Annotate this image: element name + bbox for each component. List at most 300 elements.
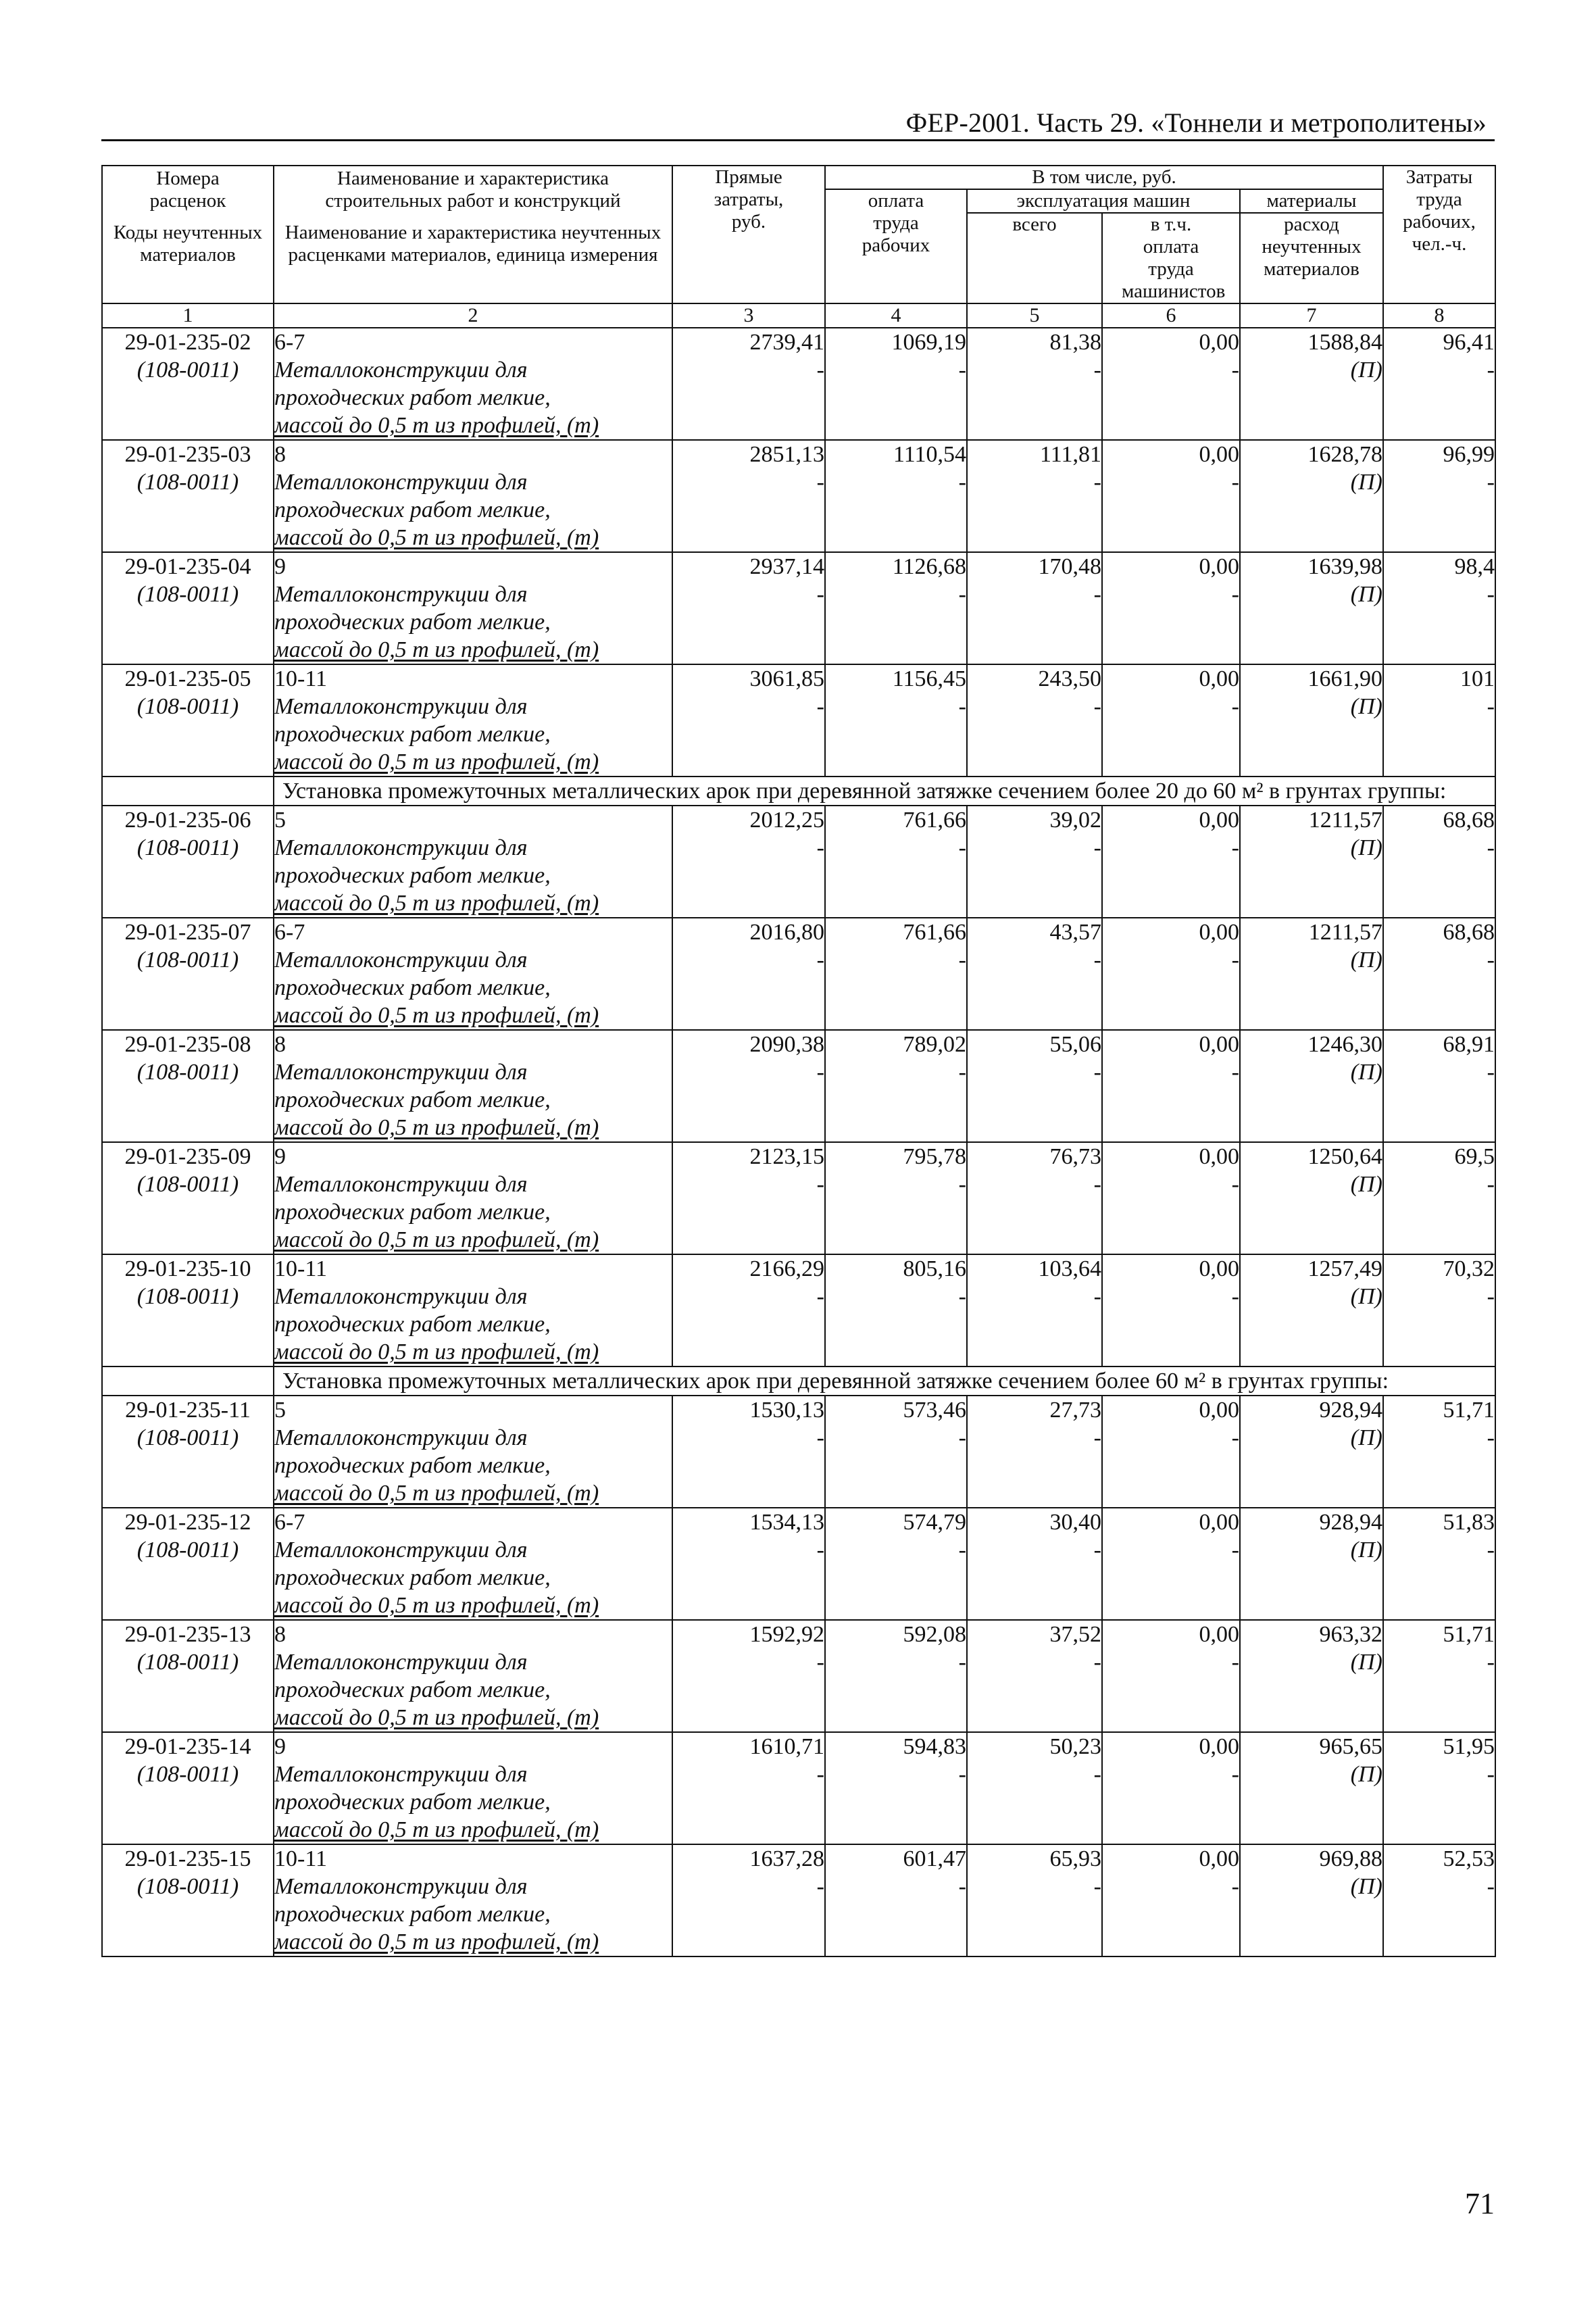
- rate-code-cell: [102, 328, 274, 440]
- rate-code-cell: [102, 440, 274, 552]
- material-code: (108-0011): [136, 1425, 239, 1450]
- rates-table: [101, 165, 1496, 1957]
- direct-costs: 1637,28: [749, 1846, 824, 1871]
- running-head: ФЕР-2001. Часть 29. «Тоннели и метрополитены»: [905, 107, 1487, 138]
- dash: -: [1487, 1425, 1495, 1450]
- description-cell: [274, 1844, 672, 1956]
- materials-cell: [1240, 440, 1383, 552]
- dash: -: [1231, 1284, 1239, 1309]
- header-col2-bottom: Наименование и характеристика неучтенных расценками материалов, единица измерения: [284, 222, 662, 266]
- operators-pay: 0,00: [1199, 1256, 1239, 1281]
- material-amount: (П): [1350, 1537, 1382, 1562]
- rate-code: 29-01-235-15: [124, 1846, 251, 1871]
- dash: -: [1487, 470, 1495, 495]
- machines-total-cell: [967, 1732, 1102, 1844]
- column-number: 5: [967, 303, 1102, 328]
- material-code: (108-0011): [136, 1537, 239, 1562]
- operators-pay-cell: [1102, 1142, 1240, 1254]
- description-cell: [274, 664, 672, 777]
- soil-group: 10-11: [274, 1256, 328, 1281]
- material-name: проходческих работ мелкие,: [274, 1200, 551, 1225]
- dash: -: [1487, 358, 1495, 383]
- materials-cell: [1240, 1030, 1383, 1142]
- material-amount: (П): [1350, 358, 1382, 383]
- page-number: 71: [1465, 2187, 1495, 2220]
- table-row: [102, 328, 1495, 440]
- direct-costs: 2012,25: [749, 808, 824, 833]
- material-name: Металлоконструкции для: [274, 358, 528, 383]
- materials-cost: 1639,98: [1307, 554, 1382, 579]
- table-row: [102, 1620, 1495, 1732]
- direct-costs: 1610,71: [749, 1734, 824, 1759]
- table-row: [102, 664, 1495, 777]
- materials-cost: 1211,57: [1308, 808, 1382, 833]
- machines-total: 81,38: [1049, 330, 1101, 355]
- direct-costs: 3061,85: [749, 666, 824, 691]
- material-name: Металлоконструкции для: [274, 1172, 528, 1197]
- dash: -: [816, 1537, 824, 1562]
- operators-pay-cell: [1102, 1508, 1240, 1620]
- machines-total-cell: [967, 328, 1102, 440]
- description-cell: [274, 1030, 672, 1142]
- description-cell: [274, 1620, 672, 1732]
- header-labor-pay: оплата труда рабочих: [825, 189, 967, 303]
- machines-total-cell: [967, 1844, 1102, 1956]
- materials-cell: [1240, 664, 1383, 777]
- material-amount: (П): [1350, 1172, 1382, 1197]
- section-heading-blank: [102, 777, 274, 806]
- labor-hours-cell: [1383, 1844, 1495, 1956]
- rate-code: 29-01-235-09: [124, 1144, 251, 1169]
- labor-hours: 68,68: [1443, 808, 1495, 833]
- dash: -: [1231, 358, 1239, 383]
- column-numbers-row: [102, 303, 1495, 328]
- labor-pay: 592,08: [903, 1622, 966, 1647]
- material-name: массой до 0,5 т из профилей, (т): [274, 1817, 599, 1842]
- material-name: Металлоконструкции для: [274, 1284, 528, 1309]
- operators-pay-cell: [1102, 552, 1240, 664]
- dash: -: [816, 1874, 824, 1899]
- dash: -: [1231, 1874, 1239, 1899]
- labor-hours: 70,32: [1443, 1256, 1495, 1281]
- dash: -: [1093, 470, 1101, 495]
- direct-costs-cell: [672, 1142, 825, 1254]
- material-name: массой до 0,5 т из профилей, (т): [274, 637, 599, 662]
- description-cell: [274, 1142, 672, 1254]
- dash: -: [1487, 1060, 1495, 1085]
- materials-cell: [1240, 1732, 1383, 1844]
- labor-hours-cell: [1383, 440, 1495, 552]
- header-operators-pay: в т.ч. оплата труда машинистов: [1102, 213, 1240, 303]
- dash: -: [816, 947, 824, 973]
- material-amount: (П): [1350, 470, 1382, 495]
- operators-pay: 0,00: [1199, 808, 1239, 833]
- dash: -: [1231, 694, 1239, 719]
- direct-costs-cell: [672, 1844, 825, 1956]
- table-body: [102, 328, 1495, 1956]
- labor-pay: 789,02: [903, 1032, 966, 1057]
- direct-costs: 1592,92: [749, 1622, 824, 1647]
- materials-cost: 1257,49: [1307, 1256, 1382, 1281]
- column-number: 1: [102, 303, 274, 328]
- material-code: (108-0011): [136, 1284, 239, 1309]
- table-row: [102, 1732, 1495, 1844]
- dash: -: [1487, 835, 1495, 860]
- dash: -: [1231, 1172, 1239, 1197]
- material-name: массой до 0,5 т из профилей, (т): [274, 525, 599, 550]
- table-row: [102, 1254, 1495, 1367]
- labor-pay: 1110,54: [893, 442, 966, 467]
- operators-pay-cell: [1102, 1254, 1240, 1367]
- operators-pay: 0,00: [1199, 1846, 1239, 1871]
- machines-total-cell: [967, 1396, 1102, 1508]
- material-name: Металлоконструкции для: [274, 947, 528, 973]
- materials-cost: 1246,30: [1307, 1032, 1382, 1057]
- header-materials: материалы: [1240, 189, 1383, 213]
- labor-hours: 69,5: [1454, 1144, 1495, 1169]
- material-name: проходческих работ мелкие,: [274, 497, 551, 522]
- material-code: (108-0011): [136, 1762, 239, 1787]
- soil-group: 8: [274, 442, 286, 467]
- operators-pay: 0,00: [1199, 442, 1239, 467]
- dash: -: [958, 1650, 966, 1675]
- dash: -: [1487, 1874, 1495, 1899]
- labor-pay-cell: [825, 1508, 967, 1620]
- rate-code-cell: [102, 1030, 274, 1142]
- direct-costs: 1534,13: [749, 1510, 824, 1535]
- operators-pay: 0,00: [1199, 666, 1239, 691]
- material-code: (108-0011): [136, 1060, 239, 1085]
- header-col2-top: Наименование и характеристика строительных работ и конструкций: [325, 168, 621, 212]
- labor-hours-cell: [1383, 1142, 1495, 1254]
- operators-pay-cell: [1102, 664, 1240, 777]
- labor-pay-cell: [825, 918, 967, 1030]
- material-code: (108-0011): [136, 358, 239, 383]
- direct-costs: 2090,38: [749, 1032, 824, 1057]
- direct-costs: 2166,29: [749, 1256, 824, 1281]
- table-row: [102, 1030, 1495, 1142]
- material-name: проходческих работ мелкие,: [274, 1790, 551, 1815]
- header-col1-bottom: Коды неучтенных материалов: [113, 222, 263, 266]
- description-cell: [274, 1508, 672, 1620]
- materials-cost: 965,65: [1319, 1734, 1382, 1759]
- rate-code: 29-01-235-14: [124, 1734, 251, 1759]
- machines-total-cell: [967, 1508, 1102, 1620]
- labor-pay-cell: [825, 1142, 967, 1254]
- operators-pay: 0,00: [1199, 554, 1239, 579]
- material-amount: (П): [1350, 1060, 1382, 1085]
- direct-costs: 2851,13: [749, 442, 824, 467]
- dash: -: [1487, 947, 1495, 973]
- material-name: массой до 0,5 т из профилей, (т): [274, 1339, 599, 1364]
- labor-hours: 51,83: [1443, 1510, 1495, 1535]
- description-cell: [274, 1396, 672, 1508]
- labor-hours-cell: [1383, 1620, 1495, 1732]
- materials-cell: [1240, 1508, 1383, 1620]
- material-name: Металлоконструкции для: [274, 582, 528, 607]
- rate-code-cell: [102, 1142, 274, 1254]
- dash: -: [958, 582, 966, 607]
- material-name: массой до 0,5 т из профилей, (т): [274, 1227, 599, 1252]
- labor-hours: 96,99: [1443, 442, 1495, 467]
- labor-pay: 574,79: [903, 1510, 966, 1535]
- dash: -: [1231, 1650, 1239, 1675]
- dash: -: [1093, 1874, 1101, 1899]
- material-code: (108-0011): [136, 947, 239, 973]
- description-cell: [274, 328, 672, 440]
- direct-costs-cell: [672, 1620, 825, 1732]
- labor-pay-cell: [825, 1844, 967, 1956]
- dash: -: [1093, 835, 1101, 860]
- dash: -: [958, 1537, 966, 1562]
- labor-pay: 1156,45: [892, 666, 966, 691]
- direct-costs-cell: [672, 1254, 825, 1367]
- dash: -: [816, 470, 824, 495]
- material-name: Металлоконструкции для: [274, 1650, 528, 1675]
- dash: -: [958, 1874, 966, 1899]
- labor-pay-cell: [825, 328, 967, 440]
- dash: -: [958, 470, 966, 495]
- dash: -: [958, 947, 966, 973]
- material-amount: (П): [1350, 1284, 1382, 1309]
- material-name: массой до 0,5 т из профилей, (т): [274, 1705, 599, 1730]
- materials-cell: [1240, 918, 1383, 1030]
- material-code: (108-0011): [136, 582, 239, 607]
- dash: -: [958, 1762, 966, 1787]
- dash: -: [816, 835, 824, 860]
- direct-costs: 2016,80: [749, 920, 824, 945]
- machines-total: 103,64: [1038, 1256, 1101, 1281]
- dash: -: [958, 1284, 966, 1309]
- section-heading: Установка промежуточных металлических арок при деревянной затяжке сечением более 20 до 60 м² в грунтах группы:: [274, 777, 1495, 806]
- direct-costs-cell: [672, 918, 825, 1030]
- machines-total: 50,23: [1049, 1734, 1101, 1759]
- section-heading-blank: [102, 1367, 274, 1396]
- operators-pay-cell: [1102, 918, 1240, 1030]
- material-name: проходческих работ мелкие,: [274, 1902, 551, 1927]
- material-name: проходческих работ мелкие,: [274, 1312, 551, 1337]
- materials-cost: 1588,84: [1307, 330, 1382, 355]
- dash: -: [958, 694, 966, 719]
- dash: -: [1487, 1172, 1495, 1197]
- labor-pay: 761,66: [903, 808, 966, 833]
- material-name: массой до 0,5 т из профилей, (т): [274, 749, 599, 774]
- dash: -: [1093, 1650, 1101, 1675]
- description-cell: [274, 440, 672, 552]
- materials-cost: 1250,64: [1307, 1144, 1382, 1169]
- dash: -: [1487, 1284, 1495, 1309]
- materials-cost: 1211,57: [1308, 920, 1382, 945]
- labor-pay: 761,66: [903, 920, 966, 945]
- dash: -: [1487, 1762, 1495, 1787]
- soil-group: 6-7: [274, 920, 305, 945]
- machines-total-cell: [967, 1030, 1102, 1142]
- operators-pay-cell: [1102, 806, 1240, 918]
- labor-hours: 51,95: [1443, 1734, 1495, 1759]
- material-name: массой до 0,5 т из профилей, (т): [274, 1481, 599, 1506]
- section-heading: Установка промежуточных металлических арок при деревянной затяжке сечением более 60 м² в грунтах группы:: [274, 1367, 1495, 1396]
- labor-pay-cell: [825, 1396, 967, 1508]
- table-row: [102, 1844, 1495, 1956]
- operators-pay-cell: [1102, 1620, 1240, 1732]
- labor-pay-cell: [825, 806, 967, 918]
- labor-pay-cell: [825, 552, 967, 664]
- material-name: Металлоконструкции для: [274, 470, 528, 495]
- material-amount: (П): [1350, 1650, 1382, 1675]
- material-name: Металлоконструкции для: [274, 1537, 528, 1562]
- labor-hours-cell: [1383, 1396, 1495, 1508]
- operators-pay-cell: [1102, 440, 1240, 552]
- header-unaccounted-materials: расход неучтенных материалов: [1240, 213, 1383, 303]
- materials-cell: [1240, 1254, 1383, 1367]
- rate-code: 29-01-235-07: [124, 920, 251, 945]
- material-code: (108-0011): [136, 835, 239, 860]
- labor-hours-cell: [1383, 918, 1495, 1030]
- dash: -: [816, 1060, 824, 1085]
- rate-code: 29-01-235-04: [124, 554, 251, 579]
- materials-cell: [1240, 1844, 1383, 1956]
- dash: -: [1231, 582, 1239, 607]
- material-name: проходческих работ мелкие,: [274, 610, 551, 635]
- labor-pay: 573,46: [903, 1398, 966, 1423]
- machines-total: 39,02: [1049, 808, 1101, 833]
- header-machines: эксплуатация машин: [967, 189, 1240, 213]
- material-name: массой до 0,5 т из профилей, (т): [274, 413, 599, 438]
- material-amount: (П): [1350, 1874, 1382, 1899]
- table-row: [102, 1142, 1495, 1254]
- labor-hours-cell: [1383, 1732, 1495, 1844]
- machines-total: 27,73: [1049, 1398, 1101, 1423]
- table-row: [102, 552, 1495, 664]
- rate-code: 29-01-235-13: [124, 1622, 251, 1647]
- labor-pay-cell: [825, 440, 967, 552]
- labor-pay: 601,47: [903, 1846, 966, 1871]
- table-row: [102, 1396, 1495, 1508]
- labor-hours-cell: [1383, 664, 1495, 777]
- soil-group: 10-11: [274, 1846, 328, 1871]
- operators-pay: 0,00: [1199, 1622, 1239, 1647]
- direct-costs-cell: [672, 1030, 825, 1142]
- soil-group: 5: [274, 808, 286, 833]
- header-direct-costs: Прямые затраты, руб.: [672, 166, 825, 303]
- machines-total-cell: [967, 1620, 1102, 1732]
- description-cell: [274, 806, 672, 918]
- dash: -: [1093, 1284, 1101, 1309]
- material-name: Металлоконструкции для: [274, 1874, 528, 1899]
- dash: -: [958, 835, 966, 860]
- dash: -: [816, 1172, 824, 1197]
- dash: -: [958, 1172, 966, 1197]
- dash: -: [1231, 835, 1239, 860]
- rate-code-cell: [102, 1254, 274, 1367]
- section-heading-row: [102, 1367, 1495, 1396]
- rate-code-cell: [102, 1396, 274, 1508]
- direct-costs-cell: [672, 328, 825, 440]
- material-name: проходческих работ мелкие,: [274, 722, 551, 747]
- machines-total-cell: [967, 806, 1102, 918]
- material-name: Металлоконструкции для: [274, 1762, 528, 1787]
- dash: -: [1231, 1425, 1239, 1450]
- column-number: 7: [1240, 303, 1383, 328]
- direct-costs: 2937,14: [749, 554, 824, 579]
- dash: -: [1231, 470, 1239, 495]
- table-row: [102, 1508, 1495, 1620]
- material-name: проходческих работ мелкие,: [274, 385, 551, 410]
- operators-pay: 0,00: [1199, 1734, 1239, 1759]
- rate-code: 29-01-235-08: [124, 1032, 251, 1057]
- dash: -: [816, 1762, 824, 1787]
- material-code: (108-0011): [136, 1650, 239, 1675]
- direct-costs-cell: [672, 440, 825, 552]
- machines-total: 111,81: [1040, 442, 1101, 467]
- rate-code: 29-01-235-12: [124, 1510, 251, 1535]
- material-name: проходческих работ мелкие,: [274, 1565, 551, 1590]
- description-cell: [274, 918, 672, 1030]
- machines-total: 43,57: [1049, 920, 1101, 945]
- materials-cell: [1240, 328, 1383, 440]
- direct-costs-cell: [672, 1732, 825, 1844]
- labor-pay-cell: [825, 664, 967, 777]
- soil-group: 8: [274, 1622, 286, 1647]
- labor-pay: 805,16: [903, 1256, 966, 1281]
- material-code: (108-0011): [136, 694, 239, 719]
- rate-code-cell: [102, 552, 274, 664]
- materials-cost: 928,94: [1319, 1510, 1382, 1535]
- rate-code: 29-01-235-03: [124, 442, 251, 467]
- rate-code: 29-01-235-02: [124, 330, 251, 355]
- direct-costs-cell: [672, 1396, 825, 1508]
- machines-total: 55,06: [1049, 1032, 1101, 1057]
- soil-group: 6-7: [274, 330, 305, 355]
- table-row: [102, 918, 1495, 1030]
- rate-code-cell: [102, 1508, 274, 1620]
- header-rule: [101, 139, 1495, 141]
- labor-pay-cell: [825, 1030, 967, 1142]
- material-code: (108-0011): [136, 1172, 239, 1197]
- material-name: проходческих работ мелкие,: [274, 1087, 551, 1112]
- machines-total-cell: [967, 664, 1102, 777]
- dash: -: [1093, 1537, 1101, 1562]
- table-row: [102, 806, 1495, 918]
- material-name: проходческих работ мелкие,: [274, 863, 551, 888]
- header-rate-numbers: [102, 166, 274, 303]
- materials-cost: 963,32: [1319, 1622, 1382, 1647]
- material-amount: (П): [1350, 1762, 1382, 1787]
- material-name: массой до 0,5 т из профилей, (т): [274, 891, 599, 916]
- dash: -: [1231, 947, 1239, 973]
- machines-total: 76,73: [1049, 1144, 1101, 1169]
- labor-hours: 101: [1460, 666, 1495, 691]
- table-row: [102, 440, 1495, 552]
- dash: -: [1093, 1425, 1101, 1450]
- description-cell: [274, 1254, 672, 1367]
- labor-pay-cell: [825, 1620, 967, 1732]
- dash: -: [1093, 947, 1101, 973]
- header-machines-total: всего: [967, 213, 1102, 303]
- operators-pay-cell: [1102, 328, 1240, 440]
- materials-cell: [1240, 1396, 1383, 1508]
- operators-pay: 0,00: [1199, 1032, 1239, 1057]
- header-including-group: В том числе, руб.: [825, 166, 1383, 189]
- dash: -: [1231, 1762, 1239, 1787]
- operators-pay: 0,00: [1199, 1510, 1239, 1535]
- dash: -: [1093, 1060, 1101, 1085]
- dash: -: [816, 1284, 824, 1309]
- materials-cost: 1628,78: [1307, 442, 1382, 467]
- labor-hours: 51,71: [1443, 1622, 1495, 1647]
- labor-pay: 594,83: [903, 1734, 966, 1759]
- machines-total: 37,52: [1049, 1622, 1101, 1647]
